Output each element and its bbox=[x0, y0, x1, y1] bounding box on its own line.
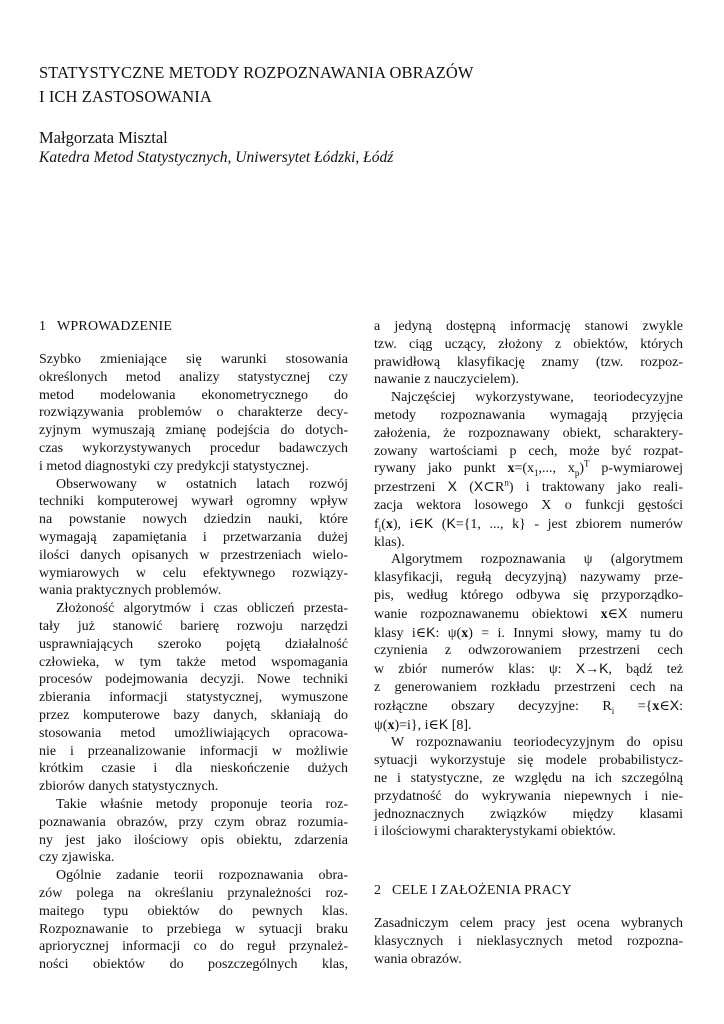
text-line: sytuacji wykorzystuje się modele probabilistycz- bbox=[374, 753, 683, 769]
text-line: stosowania metod umożliwiających opracowa- bbox=[39, 725, 348, 741]
text-line: tzw. ciąg uczący, złożony z obiektów, których bbox=[374, 336, 683, 352]
text-line: Złożoność algorytmów i czas obliczeń przesta- bbox=[56, 601, 348, 617]
text-line: czas wykorzystywanych procedur badawczych bbox=[39, 440, 348, 456]
text-line: rozwiązywania problemów o charakterze decy- bbox=[39, 405, 348, 421]
text-line: ności obiektów do poszczególnych klas, bbox=[39, 957, 348, 973]
title-line-1: STATYSTYCZNE METODY ROZPOZNAWANIA OBRAZÓW bbox=[39, 63, 474, 82]
text-line: Obserwowany w ostatnich latach rozwój bbox=[56, 476, 348, 492]
p7-line: Najczęściej wykorzystywane, teoriodecyzyjne bbox=[391, 390, 683, 406]
p8-line: wanie rozpoznawanemu obiektowi x∈X numeru bbox=[374, 604, 683, 622]
text-line: i metod diagnostyki czy predykcji statystycznej. bbox=[39, 458, 309, 474]
p8-line: z generowaniem rozkładu przestrzeni cech na bbox=[374, 679, 683, 695]
text-line: czy zjawiska. bbox=[39, 850, 115, 866]
text-line: zów polega na określaniu przynależności roz- bbox=[39, 885, 348, 901]
section-1-heading bbox=[39, 318, 348, 336]
paragraph-5 bbox=[39, 867, 348, 974]
text-line: W rozpoznawaniu teoriodecyzyjnym do opisu bbox=[391, 735, 683, 751]
text-line: prawidłową klasyfikację znamy (tzw. rozpoz- bbox=[374, 354, 683, 370]
p8-line: czynienia z odwzorowaniem przestrzeni cech bbox=[374, 643, 683, 659]
author-name: Małgorzata Misztal bbox=[39, 128, 168, 147]
text-line: Rozpoznawanie to przebiega w sytuacji braku bbox=[39, 921, 348, 937]
text-line: Takie właśnie metody proponuje teoria roz- bbox=[56, 796, 348, 812]
text-line: metod modelowania ekonometrycznego do bbox=[39, 387, 348, 403]
author-affiliation: Katedra Metod Statystycznych, Uniwersytet Łódzki, Łódź bbox=[39, 149, 394, 166]
text-line: a jedyną dostępną informację stanowi zwykle bbox=[374, 319, 683, 334]
text-line: techniki komputerowej wywarł ogromny wpływ bbox=[39, 494, 348, 510]
text-line: tały już stanowić barierę rozwoju narzędzi bbox=[39, 618, 348, 634]
p7-line: metody rozpoznawania wymagają przyjęcia bbox=[374, 407, 683, 423]
paragraph-10 bbox=[374, 915, 683, 968]
paragraph-6 bbox=[374, 318, 683, 389]
section-2-number: 2 bbox=[374, 883, 382, 899]
paper-title bbox=[39, 61, 599, 109]
p8-line: rozłączne obszary decyzyjne: $R_i$ ={x∈X: bbox=[374, 696, 683, 716]
section-1-number: 1 bbox=[39, 319, 47, 334]
text-line: apriorycznej informacji co do reguł przynależ- bbox=[39, 939, 348, 955]
text-line: zbiorów danych statystycznych. bbox=[39, 779, 219, 795]
text-line: maitego typu obiektów do pewnych klas. bbox=[39, 903, 348, 919]
text-line: Zasadniczym celem pracy jest ocena wybranych bbox=[374, 916, 683, 932]
section-2-heading bbox=[374, 882, 683, 900]
paragraph-4 bbox=[39, 796, 348, 867]
p7-line: założenia, że rozpoznawany obiekt, scharaktery- bbox=[374, 425, 683, 441]
p8-line: Algorytmem rozpoznawania ψ (algorytmem bbox=[391, 552, 684, 568]
text-line: wania praktycznych problemów. bbox=[39, 583, 222, 599]
text-line: ilości danych opisanych w przestrzeniach wielo- bbox=[39, 547, 348, 563]
text-line: człowieka, w tym także metod wspomagania bbox=[39, 654, 348, 670]
text-line: określonych metod analizy statystycznej czy bbox=[39, 369, 348, 385]
text-line: nawanie z nauczycielem). bbox=[374, 372, 519, 388]
text-line: krótkim czasie i dla nieskończenie dużych bbox=[39, 761, 348, 777]
text-line: przydatność do wykrywania niepewnych i nie- bbox=[374, 788, 683, 804]
paragraph-3 bbox=[39, 600, 348, 796]
left-column bbox=[39, 318, 348, 974]
p8-line: klasy i∈K: ψ(x) = i. Innymi słowy, mamy tu do bbox=[374, 623, 683, 641]
text-line: ny jest jako ilościowy opis obiektu, zdarzenia bbox=[39, 832, 348, 848]
p7-line-formula-3: $f_i(x)$, i∈K (K={1, ..., k} - jest zbiorem numerów bbox=[374, 514, 683, 534]
paragraph-8 bbox=[374, 551, 683, 734]
title-line-2: I ICH ZASTOSOWANIA bbox=[39, 87, 212, 106]
paragraph-1 bbox=[39, 351, 348, 476]
section-1-title: WPROWADZENIE bbox=[57, 319, 173, 334]
p8-line: w zbiór numerów klas: ψ: X→K, bądź też bbox=[374, 660, 683, 678]
text-line: wymagają zapamiętania i przetwarzania dużej bbox=[39, 529, 348, 545]
p8-line: klasyfikacji, regułą decyzyjną) nazywamy prze- bbox=[374, 570, 683, 586]
text-line: procesów podejmowania decyzji. Nowe techniki bbox=[39, 672, 348, 688]
text-line: wymiarowych w celu efektywnego rozwiązy- bbox=[39, 565, 348, 581]
right-column bbox=[374, 318, 683, 969]
p7-line: zowany wartościami p cech, może być rozpat- bbox=[374, 443, 683, 459]
text-line: wania obrazów. bbox=[374, 951, 462, 967]
paragraph-9 bbox=[374, 734, 683, 841]
text-line: Szybko zmieniające się warunki stosowania bbox=[39, 352, 348, 367]
p8-line: pis, według którego odbywa się przyporządko- bbox=[374, 587, 683, 603]
text-line: klasycznych i nieklasycznych metod rozpozna- bbox=[374, 933, 683, 949]
text-line: zyjnym wymuszają zmianę podejścia do dotych- bbox=[39, 423, 348, 439]
section-2-title: CELE I ZAŁOŻENIA PRACY bbox=[392, 883, 572, 899]
text-line: Ogólnie zadanie teorii rozpoznawania obra- bbox=[56, 868, 348, 884]
p7-line-formula-2: przestrzeni X $(X\subset R^n)$ i traktowany jako reali- bbox=[374, 477, 683, 496]
text-line: przez komputerowe bazy danych, skłaniają do bbox=[39, 707, 348, 723]
p8-line: ψ(x)=i}, i∈K [8]. bbox=[374, 715, 472, 733]
p7-line: zacja wektora losowego X o funkcji gęstości bbox=[374, 497, 683, 513]
text-line: jednoznacznych związków między klasami bbox=[374, 806, 683, 822]
text-line: usprawniających szeroko pojętą działalność bbox=[39, 636, 348, 652]
paragraph-7 bbox=[374, 389, 683, 551]
text-line: i ilościowymi charakterystykami obiektów. bbox=[374, 824, 616, 840]
text-line: nie i przeanalizowanie informacji w możliwie bbox=[39, 743, 348, 759]
p7-line: klas). bbox=[374, 534, 405, 550]
text-line: ne i statystyczne, ze względu na ich szczególną bbox=[374, 770, 683, 786]
text-line: zbierania informacji statystycznej, wymuszone bbox=[39, 690, 348, 706]
p7-line-formula-1: rywany jako punkt $x=(x_1$,..., $x_p)^T$ p-wymiarowej bbox=[374, 458, 683, 479]
text-line: poznawania obrazów, przy czym obraz rozumia- bbox=[39, 814, 348, 830]
paragraph-2 bbox=[39, 476, 348, 601]
text-line: na powstanie nowych dziedzin nauki, które bbox=[39, 512, 348, 528]
